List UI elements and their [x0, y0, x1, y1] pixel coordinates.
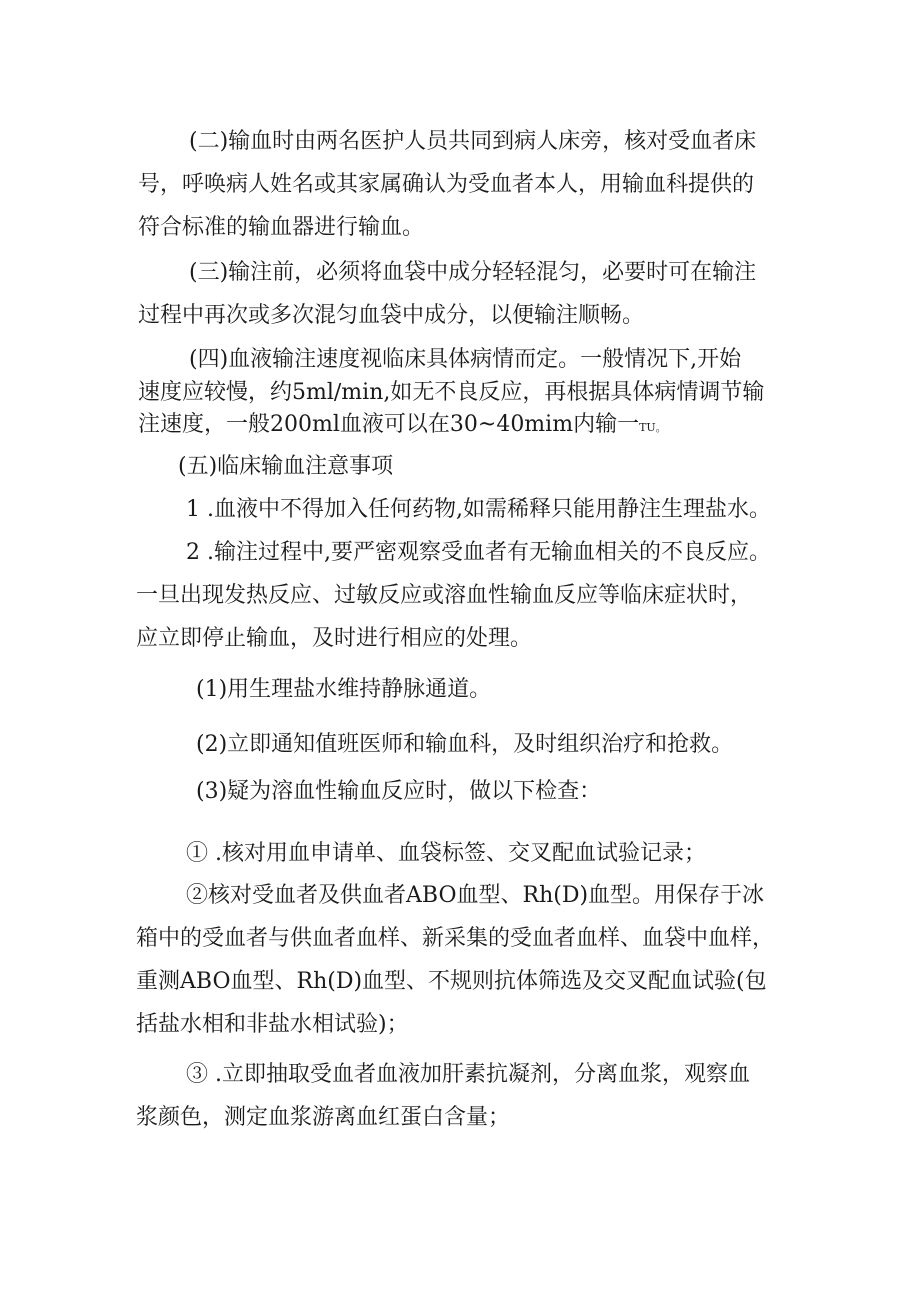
check-3-line-1: ③ .立即抽取受血者血液加肝素抗凝剂，分离血浆，观察血 — [186, 1062, 750, 1087]
paragraph-2-line-1: (二)输血时由两名医护人员共同到病人床旁，核对受血者床 — [189, 129, 757, 154]
sub-item-1: (1)用生理盐水维持静脉通道。 — [196, 677, 492, 702]
item-2-line-2: 一旦出现发热反应、过敏反应或溶血性输血反应等临床症状时， — [136, 583, 753, 608]
section-5-heading: (五)临床输血注意事项 — [178, 454, 394, 479]
item-2-line-3: 应立即停止输血，及时进行相应的处理。 — [136, 626, 533, 651]
paragraph-4-line-3-text: 注速度，一般200ml血液可以在30~40mim内输一 — [138, 412, 640, 437]
paragraph-3-line-2: 过程中再次或多次混匀血袋中成分，以便输注顺畅。 — [138, 303, 645, 328]
sub-item-3: (3)疑为溶血性输血反应时，做以下检查： — [196, 779, 602, 804]
paragraph-3-line-1: (三)输注前，必须将血袋中成分轻轻混匀，必要时可在输注 — [189, 260, 757, 285]
check-3-line-2: 浆颜色，测定血浆游离血红蛋白含量； — [136, 1105, 511, 1130]
item-1-text: 1 .血液中不得加入任何药物,如需稀释只能用静注生理盐水。 — [186, 497, 771, 522]
paragraph-4-line-2: 速度应较慢，约5ml∕min,如无不良反应，再根据具体病情调节输 — [138, 380, 765, 405]
paragraph-4-line-3 — [138, 410, 667, 443]
paragraph-2-line-3: 符合标准的输血器进行输血。 — [138, 215, 425, 240]
check-2-line-1: ②核对受血者及供血者ABO血型、Rh(D)血型。用保存于冰 — [186, 883, 765, 908]
check-2-line-2: 箱中的受血者与供血者血样、新采集的受血者血样、血袋中血样， — [136, 926, 775, 951]
ocr-artifact-mark: TU。 — [639, 421, 667, 434]
check-2-line-3: 重测ABO血型、Rh(D)血型、不规则抗体筛选及交叉配血试验(包 — [136, 969, 767, 994]
paragraph-2-line-2: 号，呼唤病人姓名或其家属确认为受血者本人，用输血科提供的 — [138, 172, 755, 197]
paragraph-4-line-1: (四)血液输注速度视临床具体病情而定。一般情况下,开始 — [189, 347, 742, 372]
sub-item-2: (2)立即通知值班医师和输血科，及时组织治疗和抢救。 — [196, 732, 734, 757]
check-1-text: ① .核对用血申请单、血袋标签、交叉配血试验记录； — [186, 841, 706, 866]
item-2-line-1: 2 .输注过程中,要严密观察受血者有无输血相关的不良反应。 — [186, 540, 771, 565]
check-2-line-4: 括盐水相和非盐水相试验)； — [136, 1012, 409, 1037]
